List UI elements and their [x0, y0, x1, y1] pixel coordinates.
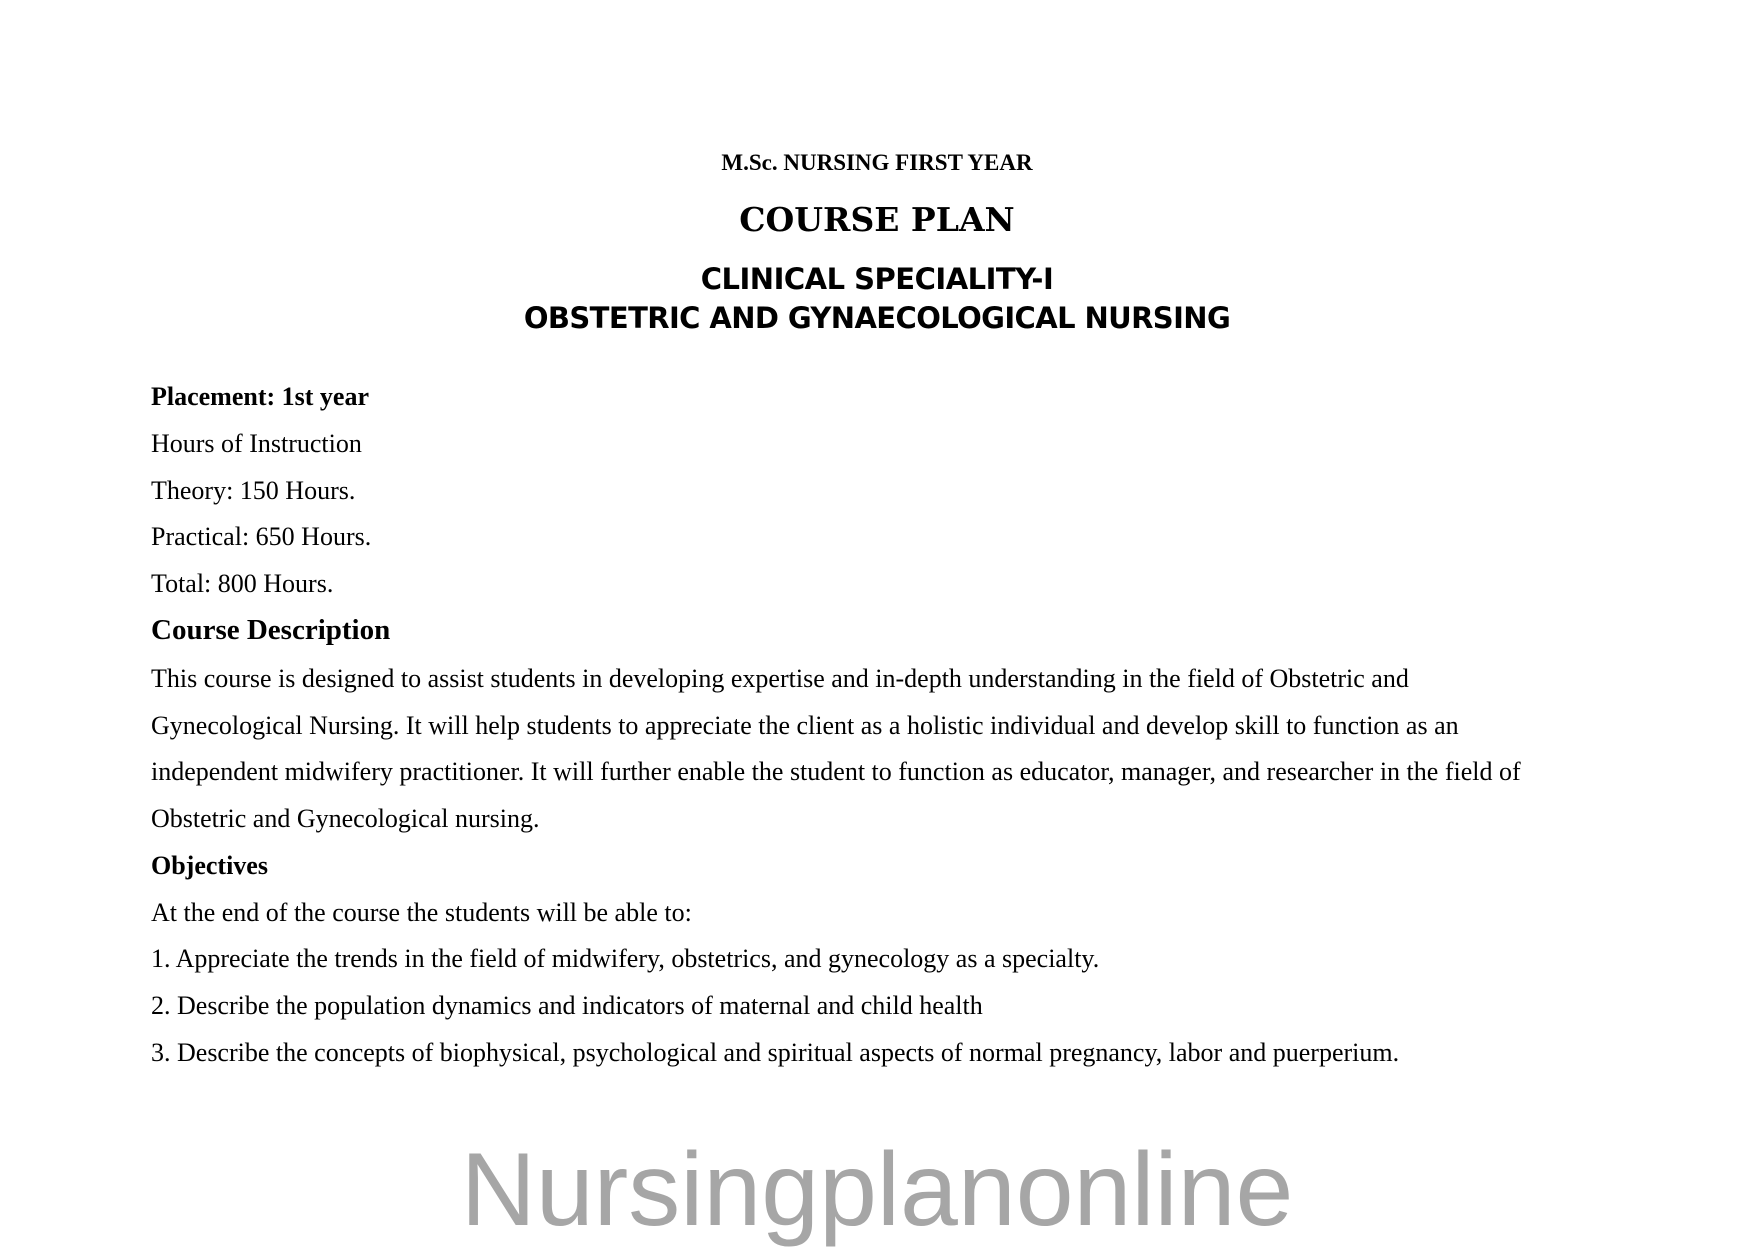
course-description-line: Gynecological Nursing. It will help students to appreciate the client as a holistic individual and develop skill to function as an — [151, 711, 1459, 740]
objectives-intro: At the end of the course the students will be able to: — [151, 898, 692, 927]
placement-label: Placement: 1st year — [151, 382, 370, 411]
objective-item: 3. Describe the concepts of biophysical, psychological and spiritual aspects of normal pregnancy, labor and puerperium. — [151, 1038, 1400, 1067]
course-description-line: This course is designed to assist students in developing expertise and in-depth understanding in the field of Obstetric and — [151, 664, 1409, 693]
speciality-heading: CLINICAL SPECIALITY-I — [700, 262, 1054, 296]
total-hours: Total: 800 Hours. — [151, 569, 334, 598]
course-plan-title: COURSE PLAN — [739, 200, 1015, 239]
practical-hours: Practical: 650 Hours. — [151, 522, 372, 551]
hours-of-instruction: Hours of Instruction — [151, 429, 362, 458]
course-description-heading: Course Description — [151, 614, 391, 646]
subject-heading: OBSTETRIC AND GYNAECOLOGICAL NURSING — [523, 301, 1231, 335]
course-description-line: Obstetric and Gynecological nursing. — [151, 804, 540, 833]
objective-item: 1. Appreciate the trends in the field of midwifery, obstetrics, and gynecology as a specialty. — [151, 944, 1100, 973]
course-description-line: independent midwifery practitioner. It will further enable the student to function as educator, manager, and researcher in the field of — [151, 757, 1521, 786]
objective-item: 2. Describe the population dynamics and indicators of maternal and child health — [151, 991, 983, 1020]
theory-hours: Theory: 150 Hours. — [151, 476, 356, 505]
program-year-heading: M.Sc. NURSING FIRST YEAR — [721, 150, 1033, 175]
objectives-heading: Objectives — [151, 851, 268, 880]
watermark-text: Nursingplanonline — [460, 1132, 1294, 1248]
